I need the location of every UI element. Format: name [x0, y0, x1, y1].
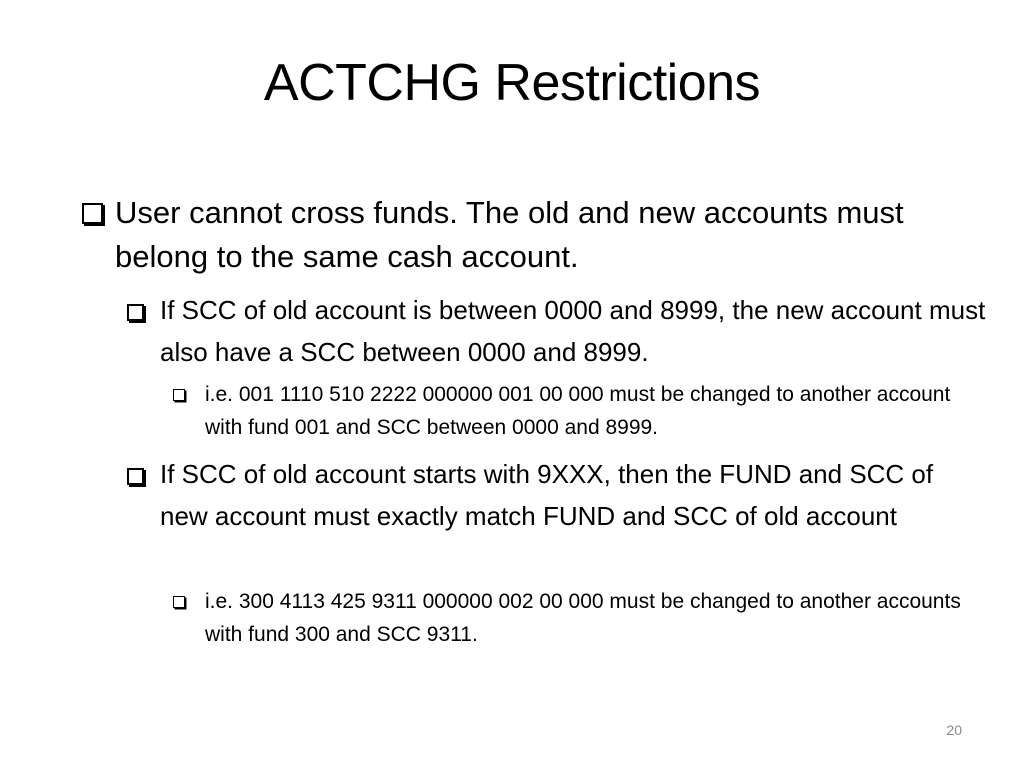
bullet-text: i.e. 001 1110 510 2222 000000 001 00 000 must be changed to another account with fund 001 and SCC between 0000 and 8999.	[205, 383, 951, 439]
slide-number: 20	[946, 722, 962, 738]
bullet-example-300	[173, 585, 993, 651]
bullet-text: User cannot cross funds. The old and new accounts must belong to the same cash account.	[115, 195, 904, 274]
checkbox-square-icon	[173, 596, 185, 608]
slide-title: ACTCHG Restrictions	[263, 54, 761, 112]
bullet-text: i.e. 300 4113 425 9311 000000 002 00 000 must be changed to another accounts with fund 300 and SCC 9311.	[205, 590, 961, 646]
checkbox-square-icon	[82, 203, 103, 224]
checkbox-square-icon	[173, 389, 185, 401]
bullet-example-001	[173, 378, 993, 444]
bullet-scc-range	[127, 289, 987, 373]
bullet-scc-9xxx	[127, 453, 987, 537]
bullet-text: If SCC of old account starts with 9XXX, then the FUND and SCC of new account must exactly match FUND and SCC of old account	[160, 459, 934, 531]
bullet-cross-funds	[82, 191, 982, 279]
bullet-text: If SCC of old account is between 0000 and 8999, the new account must also have a SCC between 0000 and 8999.	[160, 295, 986, 367]
checkbox-square-icon	[127, 304, 144, 321]
checkbox-square-icon	[127, 468, 144, 485]
